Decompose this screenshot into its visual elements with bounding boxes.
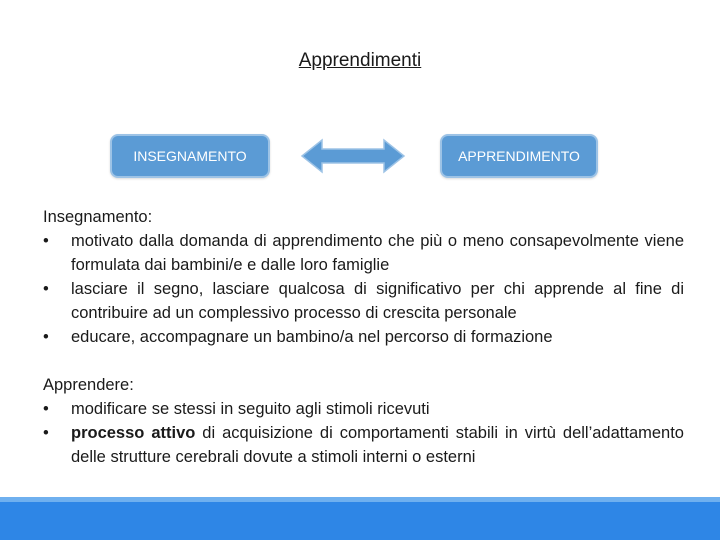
footer-bar: [0, 497, 720, 540]
spacer: [43, 349, 684, 373]
bullet-icon: •: [43, 400, 49, 418]
insegnamento-box-label: INSEGNAMENTO: [133, 148, 247, 164]
list-item-text: lasciare il segno, lasciare qualcosa di significativo per chi apprende al fine di contribuire ad un complessivo processo di crescita personale: [71, 280, 684, 322]
slide-body: [43, 205, 684, 469]
bullet-icon: •: [43, 232, 49, 250]
insegnamento-heading: Insegnamento:: [43, 208, 153, 226]
list-item: [43, 421, 684, 469]
bullet-icon: •: [43, 424, 49, 442]
insegnamento-list: [43, 229, 684, 349]
list-item: [43, 325, 684, 349]
list-item: [43, 229, 684, 277]
list-item-text: di acquisizione di comportamenti stabili in virtù dell’adattamento delle strutture cerebrali dovute a stimoli interni o esterni: [71, 424, 684, 466]
apprendere-heading: Apprendere:: [43, 376, 134, 394]
footer-stripe: [0, 497, 720, 502]
apprendere-list: [43, 397, 684, 469]
bullet-icon: •: [43, 280, 49, 298]
list-item-text: motivato dalla domanda di apprendimento che più o meno consapevolmente viene formulata dai bambini/e e dalle loro famiglie: [71, 232, 684, 274]
apprendimento-box-label: APPRENDIMENTO: [458, 148, 580, 164]
insegnamento-box: [110, 134, 270, 178]
double-arrow-icon: [300, 138, 406, 174]
bullet-icon: •: [43, 328, 49, 346]
apprendimento-box: [440, 134, 598, 178]
list-item-bold-text: processo attivo: [71, 424, 196, 442]
list-item: [43, 397, 684, 421]
slide-title: Apprendimenti: [298, 50, 422, 71]
list-item-text: modificare se stessi in seguito agli stimoli ricevuti: [71, 400, 430, 418]
list-item-text: educare, accompagnare un bambino/a nel percorso di formazione: [71, 328, 553, 346]
list-item: [43, 277, 684, 325]
